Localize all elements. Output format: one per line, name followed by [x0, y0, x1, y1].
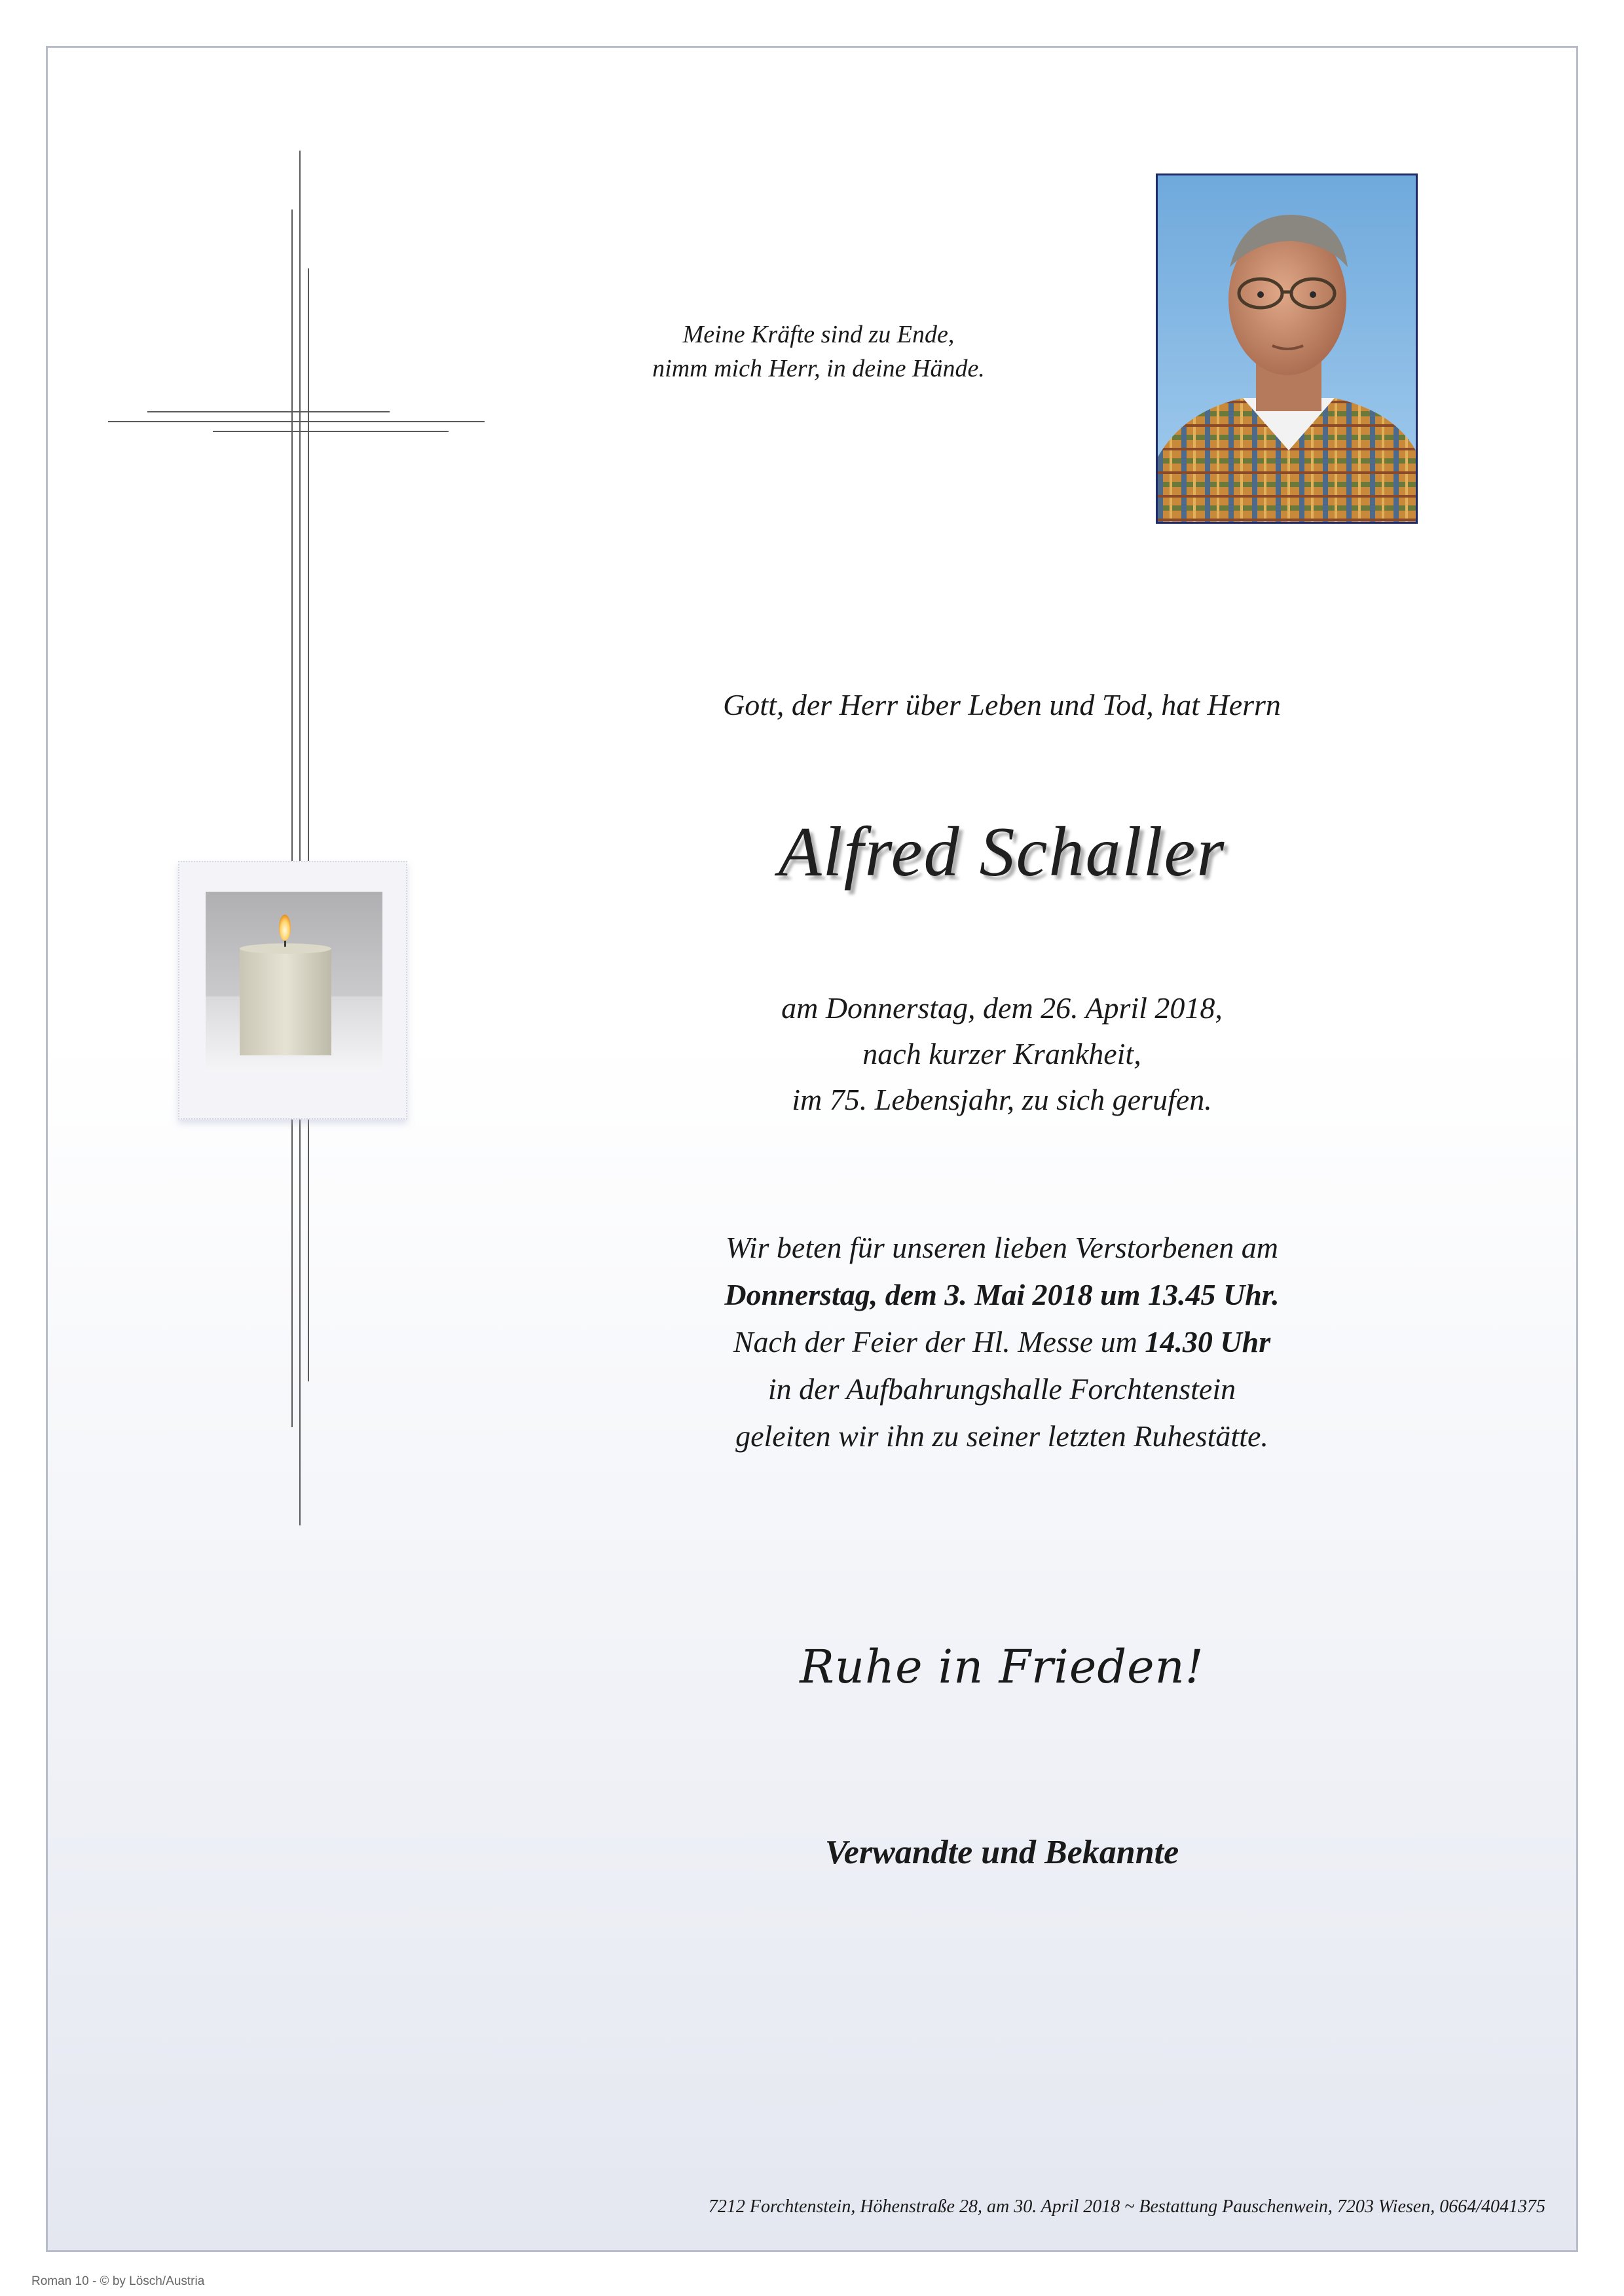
burial-time: 14.30 Uhr — [1145, 1325, 1271, 1358]
candle-image — [178, 861, 407, 1120]
closing-phrase: Ruhe in Frieden! — [800, 1640, 1204, 1694]
details-line-3: im 75. Lebensjahr, zu sich gerufen. — [792, 1083, 1212, 1116]
portrait-photo — [1156, 173, 1418, 524]
intro-text: Gott, der Herr über Leben und Tod, hat Herrn — [723, 688, 1281, 721]
template-watermark: Roman 10 - © by Lösch/Austria — [31, 2274, 205, 2288]
service-line-3-text: Nach der Feier der Hl. Messe um — [733, 1325, 1145, 1358]
death-details — [589, 985, 1414, 1123]
service-line-3 — [557, 1319, 1447, 1366]
details-line-2: nach kurzer Krankheit, — [862, 1037, 1141, 1070]
signature: Verwandte und Bekannte — [824, 1834, 1179, 1871]
service-line-1: Wir beten für unseren lieben Verstorbenen am — [725, 1231, 1279, 1264]
verse — [524, 318, 1113, 386]
verse-line-1: Meine Kräfte sind zu Ende, — [682, 321, 955, 348]
service-line-2 — [557, 1271, 1447, 1319]
service-line-4: in der Aufbahrungshalle Forchtenstein — [767, 1372, 1236, 1406]
service-date: Donnerstag, dem 3. Mai 2018 um 13.45 Uhr. — [724, 1278, 1280, 1311]
details-line-1: am Donnerstag, dem 26. April 2018, — [781, 991, 1223, 1025]
verse-line-2: nimm mich Herr, in deine Hände. — [652, 355, 985, 382]
service-line-5: geleiten wir ihn zu seiner letzten Ruhestätte. — [735, 1419, 1268, 1453]
footer-address: 7212 Forchtenstein, Höhenstraße 28, am 30. April 2018 ~ Bestattung Pauschenwein, 7203 Wiesen, 0664/4041375 — [708, 2196, 1545, 2217]
service-info — [557, 1224, 1447, 1460]
deceased-name: Alfred Schaller — [778, 813, 1226, 891]
